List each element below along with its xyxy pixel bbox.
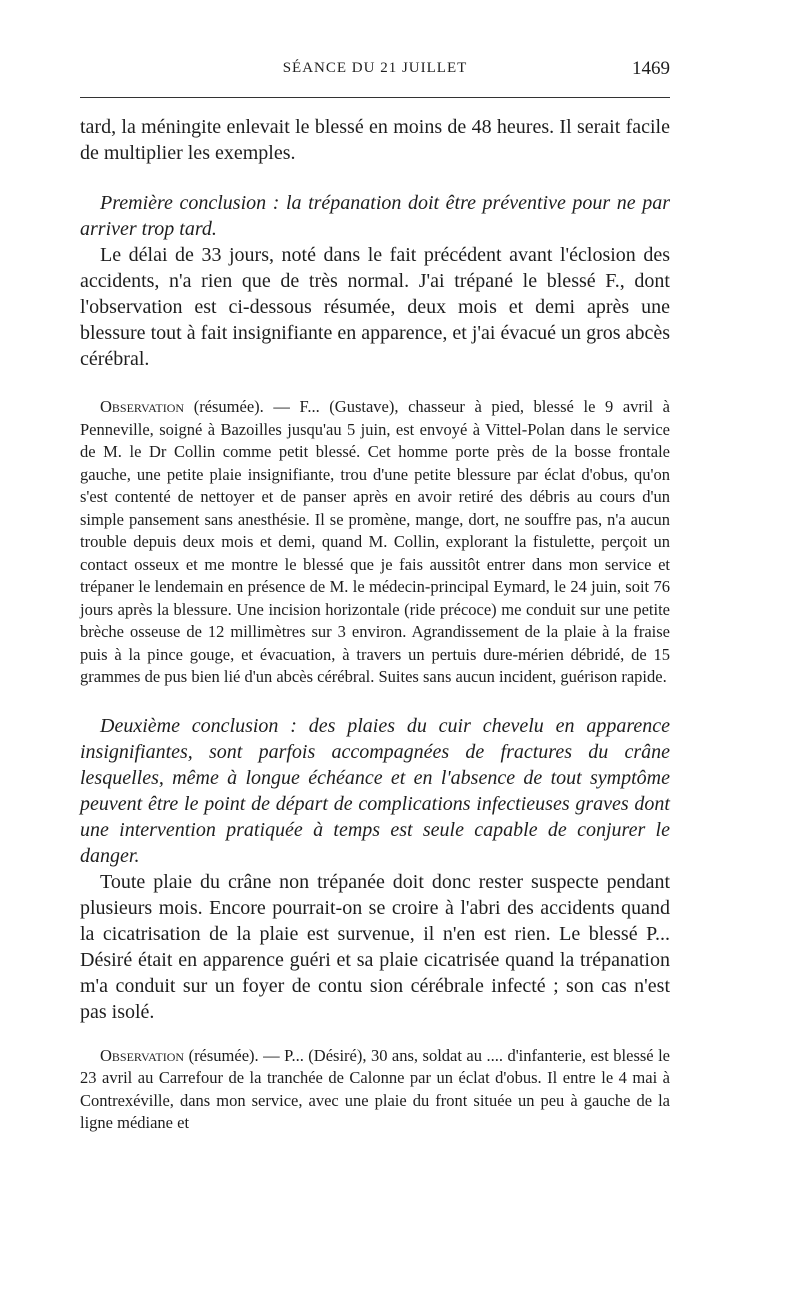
observation-2-label: Observation bbox=[100, 1045, 185, 1065]
observation-2-text: (résumée). — P... (Désiré), 30 ans, soldat au .... d'infanterie, est blessé le 23 avril au Carrefour de la tranchée de Calonne par un éclat d'obus. Il entre le 4 mai à Contrexéville, dans mon service, avec une plaie du front située un peu à gauche de la ligne médiane et bbox=[80, 1045, 670, 1132]
paragraph-delay: Le délai de 33 jours, noté dans le fait précédent avant l'éclosion des accidents, n'a rien que de très normal. J'ai trépané le blessé F., dont l'observation est ci-dessous résumée, deux mois et demi après une blessure tout à fait insignifiante en apparence, et j'ai évacué un gros abcès cérébral. bbox=[80, 244, 670, 370]
paragraph-continuation: tard, la méningite enlevait le blessé en moins de 48 heures. Il serait facile de multiplier les exemples. bbox=[80, 116, 670, 164]
running-head: SÉANCE DU 21 JUILLET bbox=[282, 60, 468, 76]
paragraph-suspect: Toute plaie du crâne non trépanée doit donc rester suspecte pendant plusieurs mois. Encore pourrait-on se croire à l'abri des accidents quand la cicatrisation de la plaie est survenue, il n'en est rien. Le blessé P... Désiré était en apparence guéri et sa plaie cicatrisée quand la trépanation m'a conduit sur un foyer de contu sion cérébrale infecté ; son cas n'est pas isolé. bbox=[80, 870, 670, 1023]
page-header bbox=[80, 56, 670, 84]
header-rule bbox=[80, 97, 670, 98]
observation-2 bbox=[80, 1045, 670, 1135]
observation-1-label: Observation bbox=[100, 397, 185, 416]
page-body bbox=[80, 114, 670, 1135]
second-conclusion: Deuxième conclusion : des plaies du cuir chevelu en apparence insignifiantes, sont parfois accompagnées de fractures du crâne lesquelles, même à longue échéance et en l'absence de tout symptôme peuvent être le point de départ de complications infectieuses graves dont une intervention pratiquée à temps est seule capable de conjurer le danger. bbox=[80, 714, 670, 867]
observation-1 bbox=[80, 396, 670, 689]
observation-1-text: (résumée). — F... (Gustave), chasseur à pied, blessé le 9 avril à Penneville, soigné à Bazoilles jusqu'au 5 juin, est envoyé à Vittel-Polan dans le service de M. le Dr Collin comme petit blessé. Cet homme porte près de la bosse frontale gauche, une petite plaie insignifiante, trou d'une petite blessure par éclat d'obus, qu'on s'est contenté de nettoyer et de panser après en avoir retiré des débris au cours d'un simple pansement sans anesthésie. Il se promène, mange, dort, ne souffre pas, n'a aucun trouble depuis deux mois et demi, quand M. Collin, explorant la fistulette, perçoit un contact osseux et me montre le blessé que je fais aussitôt entrer dans mon service et trépaner le lendemain en présence de M. le médecin-principal Eymard, le 24 juin, soit 76 jours après la blessure. Une incision horizontale (ride précoce) me conduit sur une petite brèche osseuse de 12 millimètres sur 3 environ. Agrandissement de la plaie à la fraise puis à la pince gouge, et évacuation, à travers un pertuis dure-mérien débridé, de 15 grammes de pus bien lié d'un abcès cérébral. Suites sans aucun incident, guérison rapide. bbox=[80, 397, 670, 686]
first-conclusion: Première conclusion : la trépanation doit être préventive pour ne par arriver trop tard. bbox=[80, 192, 670, 240]
page-number: 1469 bbox=[632, 58, 670, 79]
